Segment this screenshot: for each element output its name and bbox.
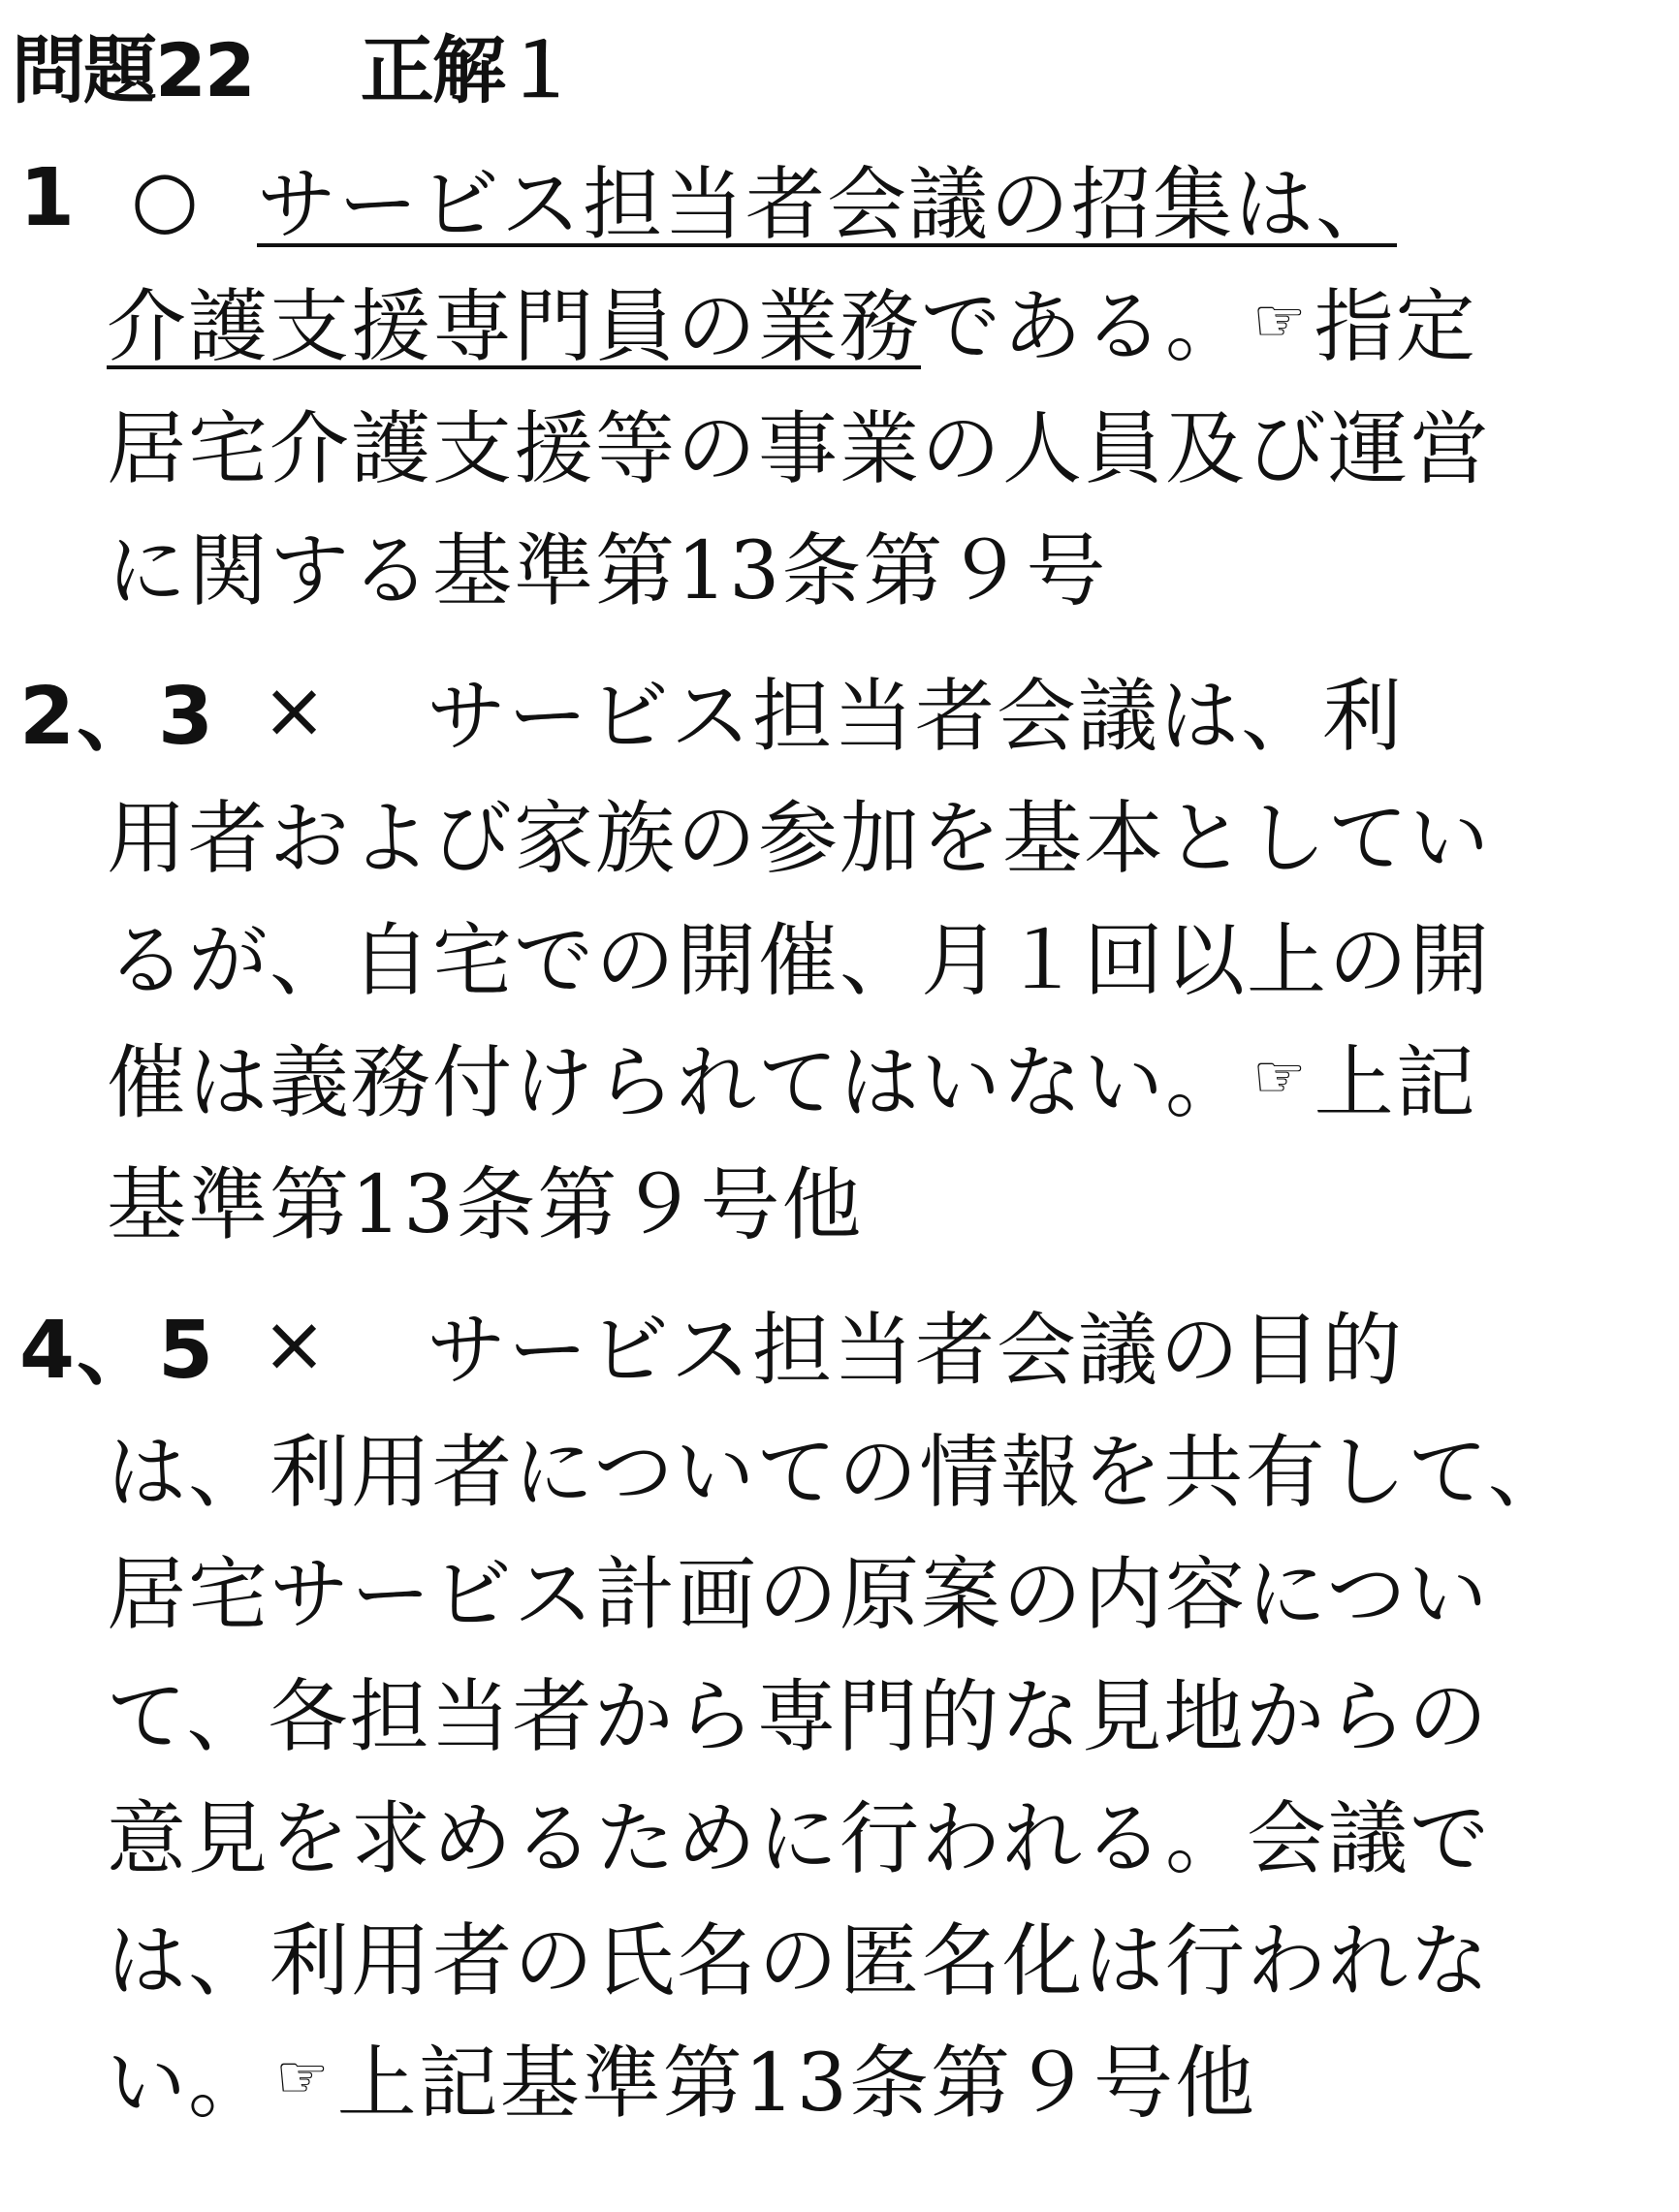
body-text: 居宅サービス計画の原案の内容につい — [107, 1548, 1490, 1641]
body-text: サービス担当者会議の目的 — [427, 1304, 1405, 1397]
item-4-5-line-5 — [107, 1774, 1491, 1890]
correct-mark: ○ — [131, 152, 201, 243]
item-number: 1 — [19, 151, 78, 244]
item-1-line-1 — [19, 140, 1397, 256]
item-1-line-2 — [107, 262, 1477, 378]
reference-text: 指定 — [1314, 280, 1477, 373]
item-4-5-line-4 — [107, 1652, 1489, 1768]
item-2-3-line-1 — [19, 651, 1404, 768]
body-text: 催は義務付けられてはいない。 — [107, 1036, 1248, 1129]
body-text: は、利用者の氏名の匿名化は行われな — [107, 1914, 1492, 2007]
body-text: は、利用者についての情報を共有して、 — [107, 1426, 1569, 1519]
problem-number: 問題22 — [12, 26, 254, 113]
body-text: 意見を求めるために行われる。会議で — [107, 1792, 1492, 1885]
underlined-text: サービス担当者会議の招集は、 — [257, 158, 1398, 251]
item-2-3-line-2 — [107, 774, 1491, 890]
body-text: サービス担当者会議は、利 — [427, 670, 1405, 763]
item-1-line-4 — [107, 506, 1107, 622]
body-text: て、各担当者から専門的な見地からの — [107, 1670, 1490, 1763]
incorrect-mark: × — [262, 664, 330, 755]
item-4-5-line-2 — [107, 1407, 1569, 1524]
correct-answer: 正解１ — [360, 26, 576, 113]
pointing-hand-icon: ☞ — [275, 2040, 332, 2112]
reference-text: 居宅介護支援等の事業の人員及び運営 — [107, 402, 1492, 495]
item-2-3-line-4 — [107, 1018, 1477, 1134]
item-4-5-line-1 — [19, 1285, 1404, 1402]
item-4-5-line-7 — [107, 2018, 1256, 2134]
item-number: 4、5 — [19, 1304, 216, 1397]
reference-text: 上記 — [1314, 1036, 1477, 1129]
item-4-5-line-3 — [107, 1530, 1489, 1646]
body-text: るが、自宅での開催、月１回以上の開 — [107, 914, 1492, 1007]
reference-text: 基準第13条第９号他 — [107, 1158, 864, 1251]
body-text: い。 — [107, 2037, 270, 2130]
item-number: 2、3 — [19, 670, 216, 763]
reference-text: に関する基準第13条第９号 — [107, 524, 1108, 617]
item-1-line-3 — [107, 384, 1491, 500]
pointing-hand-icon: ☞ — [1252, 284, 1309, 356]
item-2-3-line-3 — [107, 896, 1491, 1012]
item-2-3-line-5 — [107, 1140, 863, 1256]
item-4-5-line-6 — [107, 1896, 1491, 2012]
incorrect-mark: × — [262, 1298, 330, 1389]
body-text: である。 — [921, 280, 1248, 373]
reference-text: 上記基準第13条第９号他 — [336, 2037, 1256, 2130]
pointing-hand-icon: ☞ — [1252, 1040, 1309, 1112]
underlined-text: 介護支援専門員の業務 — [107, 280, 922, 373]
question-header — [12, 16, 576, 112]
body-text: 用者および家族の参加を基本としてい — [107, 792, 1492, 885]
